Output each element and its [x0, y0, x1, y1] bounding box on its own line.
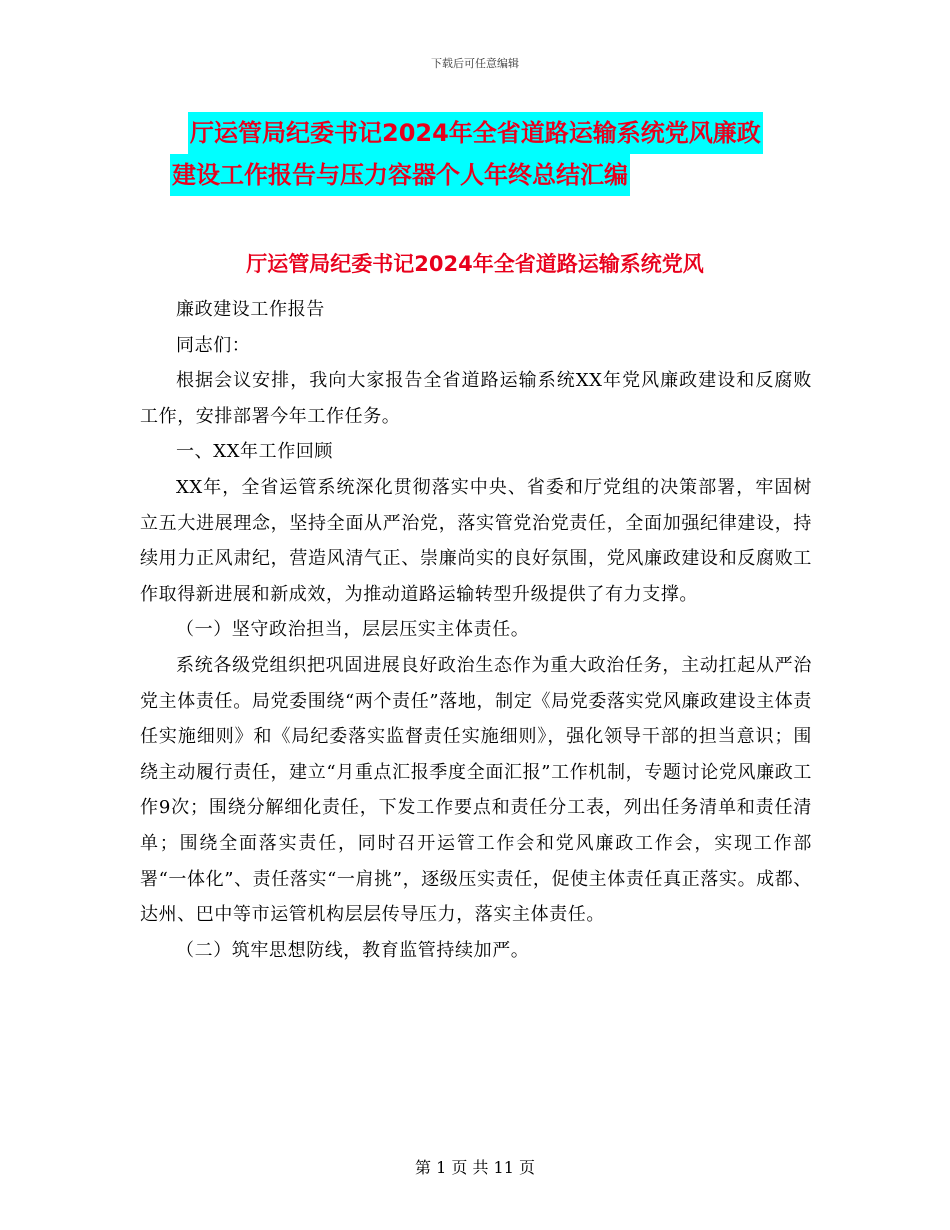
paragraph: XX年，全省运管系统深化贯彻落实中央、省委和厅党组的决策部署，牢固树立五大进展理念，坚持全面从严治党，落实管党治党责任，全面加强纪律建设，持续用力正风肃纪，营造风清气正、崇廉尚实的良好氛围，党风廉政建设和反腐败工作取得新进展和新成效，为推动道路运输转型升级提供了有力支撑。	[140, 476, 812, 605]
page-footer: 第 1 页 共 11 页	[415, 1158, 535, 1177]
paragraph: （二）筑牢思想防线，教育监管持续加严。	[176, 939, 530, 961]
section-title: 厅运管局纪委书记2024年全省道路运输系统党风	[246, 252, 704, 276]
paragraph: 同志们：	[176, 334, 251, 356]
title-line-1: 厅运管局纪委书记2024年全省道路运输系统党风廉政	[188, 112, 763, 154]
document-body	[140, 292, 812, 968]
paragraph: 根据会议安排，我向大家报告全省道路运输系统XX年党风廉政建设和反腐败工作，安排部署今年工作任务。	[140, 370, 812, 427]
paragraph: 一、XX年工作回顾	[176, 441, 334, 463]
header-note: 下载后可任意编辑	[431, 57, 519, 70]
document-title	[140, 112, 860, 196]
paragraph: 廉政建设工作报告	[176, 299, 325, 320]
title-line-2: 建设工作报告与压力容器个人年终总结汇编	[170, 154, 630, 196]
paragraph: 系统各级党组织把巩固进展良好政治生态作为重大政治任务，主动扛起从严治党主体责任。局党委围绕“两个责任”落地，制定《局党委落实党风廉政建设主体责任实施细则》和《局纪委落实监督责任实施细则》，强化领导干部的担当意识；围绕主动履行责任，建立“月重点汇报季度全面汇报”工作机制，专题讨论党风廉政工作9次；围绕分解细化责任，下发工作要点和责任分工表，列出任务清单和责任清单；围绕全面落实责任，同时召开运管工作会和党风廉政工作会，实现工作部署“一体化”、责任落实“一肩挑”，逐级压实责任，促使主体责任真正落实。成都、达州、巴中等市运管机构层层传导压力，落实主体责任。	[140, 654, 812, 926]
paragraph: （一）坚守政治担当，层层压实主体责任。	[176, 619, 530, 641]
